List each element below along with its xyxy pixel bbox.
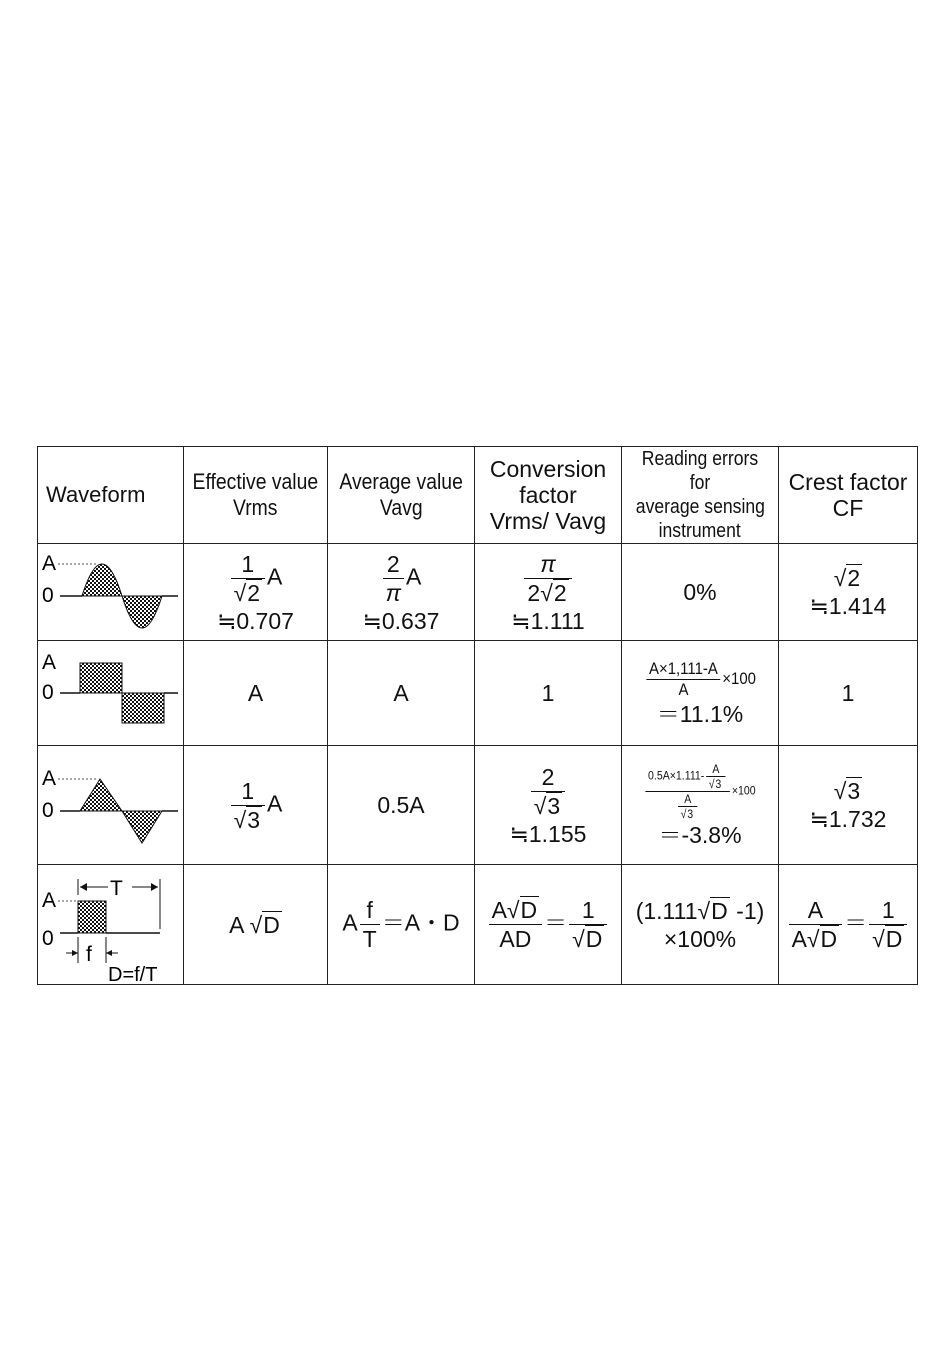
header-effective-l2: Vrms	[233, 495, 278, 520]
fraction-denominator: 2√2	[527, 579, 567, 606]
axis-a-label: A	[42, 888, 57, 912]
header-effective-value	[184, 447, 328, 544]
conversion-factor-pulse	[475, 865, 622, 985]
header-conversion-l2: factor	[519, 482, 577, 508]
axis-zero-label: 0	[42, 584, 54, 607]
crest-factor-square: 1	[779, 641, 918, 746]
sub-numerator: A	[678, 792, 698, 807]
fraction-numerator: A×1,111-A	[646, 659, 720, 680]
equals-expression: ＝A・D	[381, 909, 460, 936]
numerator-prefix: 0.5A×1.111-	[648, 768, 705, 783]
reading-error-pulse: (1.111√D -1) ×100%	[622, 865, 779, 985]
header-effective-l1: Effective value	[192, 469, 319, 494]
conversion-factor-square: 1	[475, 641, 622, 746]
fraction-denominator: T	[362, 926, 377, 952]
header-crest-factor	[779, 447, 918, 544]
header-waveform: Waveform	[38, 447, 184, 544]
fraction-denominator: AD	[499, 926, 532, 952]
header-average-l2: Vavg	[379, 495, 423, 520]
axis-a-label: A	[42, 651, 57, 674]
period-t-label: T	[110, 876, 123, 900]
radicand: D	[711, 897, 728, 924]
header-conversion-l1: Conversion	[489, 456, 607, 482]
pulse-width-f-label: f	[86, 942, 92, 966]
effective-value-square: A	[184, 641, 328, 746]
sub-numerator: A	[706, 762, 726, 777]
conversion-factor-triangle	[475, 746, 622, 865]
fraction-denominator: π	[385, 579, 402, 606]
unit-a: A	[342, 909, 358, 936]
fraction-denominator: √D	[572, 926, 603, 952]
expression-prefix: (1.111	[635, 897, 698, 924]
table-row-square	[38, 641, 918, 746]
radicand: 3	[547, 792, 561, 819]
waveform-pulse-cell	[38, 865, 184, 985]
conversion-factor-sine	[475, 544, 622, 641]
result-value: ＝11.1%	[656, 700, 744, 727]
pulse-waveform-icon	[38, 867, 182, 983]
table-row-pulse	[38, 865, 918, 985]
crest-factor-sine: √2 ≒1.414	[779, 544, 918, 641]
table-row-sine	[38, 544, 918, 641]
equals-sign: ＝	[544, 909, 568, 936]
fraction-numerator: 1	[231, 777, 265, 806]
average-value-square: A	[328, 641, 475, 746]
approx-value: ≒1.111	[511, 607, 585, 634]
header-crest-l1: Crest factor	[788, 469, 908, 495]
approx-value: ≒1.414	[809, 593, 887, 619]
unit-a: A	[267, 790, 283, 817]
waveform-square-cell	[38, 641, 184, 746]
radicand: 2	[847, 565, 861, 591]
axis-zero-label: 0	[42, 799, 54, 822]
duty-cycle-label: D=f/T	[108, 963, 158, 983]
unit-a: A	[267, 563, 283, 590]
fraction-numerator: A√D	[489, 896, 543, 925]
header-average-l1: Average value	[339, 469, 463, 494]
header-reading-l1: Reading errors for	[641, 448, 759, 494]
average-value-triangle: 0.5A	[328, 746, 475, 865]
multiplier: ×100%	[663, 925, 737, 952]
result-value: ＝-3.8%	[658, 821, 742, 848]
table-row-triangle	[38, 746, 918, 865]
fraction-numerator: 1	[869, 896, 907, 925]
fraction-numerator: π	[524, 550, 571, 579]
crest-factor-pulse	[779, 865, 918, 985]
fraction-numerator: A	[789, 896, 843, 925]
approx-value: ≒1.155	[509, 820, 587, 847]
equals-sign: ＝	[844, 909, 868, 936]
unit-a: A	[491, 897, 507, 923]
waveform-triangle-cell	[38, 746, 184, 865]
unit-a: A	[406, 563, 422, 590]
fraction-numerator: 1	[569, 896, 607, 925]
header-row	[38, 447, 918, 544]
fraction-denominator: A√D	[791, 926, 838, 952]
multiplier: ×100	[722, 668, 756, 688]
fraction-denominator: A	[678, 679, 689, 699]
effective-value-triangle	[184, 746, 328, 865]
header-reading-l2: average sensing	[635, 496, 765, 518]
radicand: 3	[687, 806, 694, 821]
approx-value: ≒0.637	[362, 607, 440, 634]
fraction-denominator: √2	[233, 579, 261, 606]
waveform-table	[37, 446, 918, 985]
reading-error-sine: 0%	[622, 544, 779, 641]
average-value-sine	[328, 544, 475, 641]
fraction-numerator: 1	[231, 550, 265, 579]
radicand: 2	[247, 579, 261, 606]
effective-value-sine	[184, 544, 328, 641]
waveform-sine-cell	[38, 544, 184, 641]
header-conversion-factor	[475, 447, 622, 544]
expression-suffix: -1)	[729, 897, 765, 924]
unit-a: A	[791, 926, 807, 952]
axis-zero-label: 0	[42, 681, 54, 704]
axis-a-label: A	[42, 552, 57, 575]
radicand: D	[520, 897, 538, 923]
fraction-denominator: $\frac{A}{√3}$	[646, 792, 731, 821]
radicand: 3	[847, 778, 861, 804]
radicand: D	[885, 926, 903, 952]
header-reading-l3: instrument	[658, 520, 742, 542]
multiplier: ×100	[732, 783, 756, 798]
reading-error-square	[622, 641, 779, 746]
header-crest-l2: CF	[832, 495, 864, 521]
fraction-denominator: √3	[533, 792, 561, 819]
header-conversion-l3: Vrms/ Vavg	[489, 508, 607, 534]
radicand: 3	[247, 806, 261, 833]
triangle-waveform-icon	[38, 755, 182, 855]
unit-a: A	[229, 911, 244, 938]
fraction-numerator: 2	[531, 763, 565, 792]
sine-waveform-icon	[38, 546, 182, 638]
average-value-pulse	[328, 865, 475, 985]
radicand: D	[263, 911, 280, 938]
axis-zero-label: 0	[42, 926, 54, 950]
header-reading-errors	[622, 447, 779, 544]
radicand: 2	[553, 579, 567, 606]
fraction-numerator: f	[360, 896, 380, 925]
header-average-value	[328, 447, 475, 544]
axis-a-label: A	[42, 767, 57, 790]
approx-value: ≒0.707	[217, 607, 294, 634]
fraction-denominator: √D	[872, 926, 903, 952]
radicand: D	[585, 926, 603, 952]
square-waveform-icon	[38, 643, 182, 743]
fraction-numerator: 2	[383, 550, 404, 579]
fraction-numerator: 0.5A×1.111- $\frac{A}{√3}$	[646, 762, 731, 792]
coefficient: 2	[527, 579, 541, 606]
radicand: 3	[715, 776, 722, 791]
approx-value: ≒1.732	[809, 806, 887, 832]
effective-value-pulse: A √D	[184, 865, 328, 985]
reading-error-triangle	[622, 746, 779, 865]
radicand: D	[820, 926, 838, 952]
crest-factor-triangle: √3 ≒1.732	[779, 746, 918, 865]
fraction-denominator: √3	[233, 806, 261, 833]
